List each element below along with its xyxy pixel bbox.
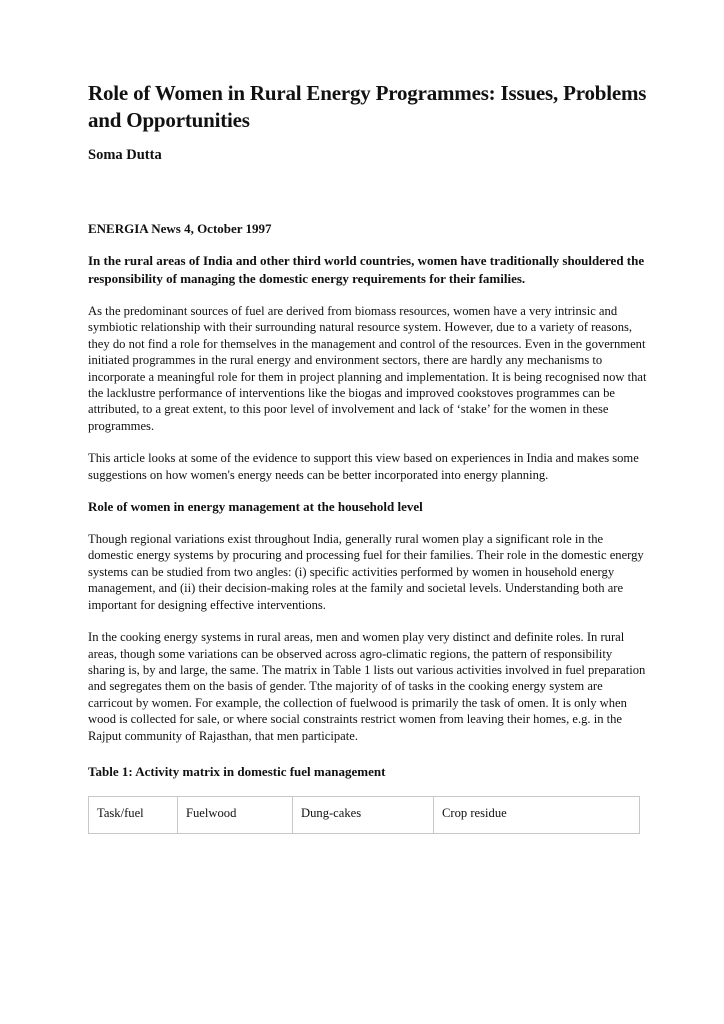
article-title: Role of Women in Rural Energy Programmes: Issues, Problems and Opportunities <box>88 81 647 132</box>
article <box>88 80 648 834</box>
table-header-task-fuel: Task/fuel <box>89 796 178 833</box>
article-source: ENERGIA News 4, October 1997 <box>88 221 272 236</box>
table-header-dung-cakes: Dung-cakes <box>293 796 434 833</box>
body-paragraph-2: This article looks at some of the evidence to support this view based on experiences in India and makes some suggestions on how women's energy needs can be better incorporated into energy planning. <box>88 451 639 482</box>
activity-matrix-table <box>88 796 640 834</box>
table-caption: Table 1: Activity matrix in domestic fuel management <box>88 763 386 779</box>
section-paragraph-2: In the cooking energy systems in rural areas, men and women play very distinct and definite roles. In rural areas, though some variations can be observed across agro-climatic regions, the pattern of responsibility sharing is, by and large, the same. The matrix in Table 1 lists out various activities involved in fuel preparation and segregates them on the basis of gender. Tthe majority of of tasks in the cooking energy system are carricout by women. For example, the collection of fuelwood is primarily the task of omen. It is only when wood is collected for sale, or where social constraints restrict women from leaving their homes, e.g. in the Rajput community of Rajasthan, that men participate. <box>88 630 646 743</box>
lead-paragraph: In the rural areas of India and other third world countries, women have traditionally shouldered the responsibility of managing the domestic energy requirements for their families. <box>88 253 645 286</box>
body-paragraph-1: As the predominant sources of fuel are derived from biomass resources, women have a very intrinsic and symbiotic relationship with their surrounding natural resource system. However, due to a variety of reasons, they do not find a role for themselves in the management and control of the resources. Even in the government initiated programmes in the rural energy and environment sectors, there are hardly any mechanisms to incorporate a meaningful role for them in project planning and implementation. It is being recognised now that the lacklustre performance of interventions like the biogas and improved cookstoves programmes can be attributed, to a great extent, to this poor level of involvement and lack of ‘stake’ for the women in these programmes. <box>88 304 647 433</box>
section-paragraph-1: Though regional variations exist throughout India, generally rural women play a significant role in the domestic energy systems by procuring and processing fuel for their families. Their role in the domestic energy systems can be studied from two angles: (i) specific activities performed by women in household energy management, and (ii) their decision-making roles at the family and societal levels. Understanding both are important for designing effective interventions. <box>88 532 644 612</box>
table-header-crop-residue: Crop residue <box>434 796 640 833</box>
article-author: Soma Dutta <box>88 147 162 163</box>
table-header-fuelwood: Fuelwood <box>178 796 293 833</box>
table-header-row <box>89 796 640 833</box>
section-heading: Role of women in energy management at the household level <box>88 499 423 515</box>
